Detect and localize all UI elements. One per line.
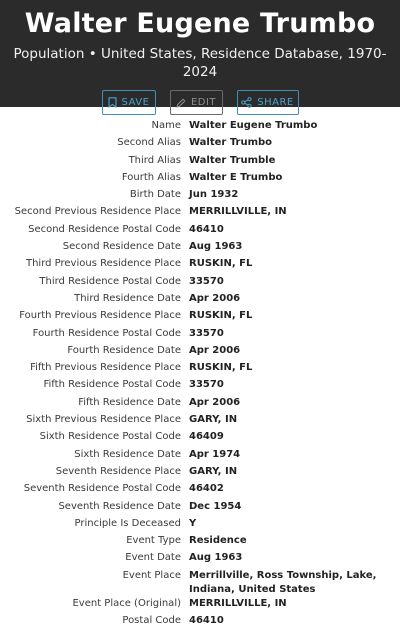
record-row-fourth-residence-date	[0, 344, 400, 361]
record-row-event-place-original	[0, 597, 400, 614]
edit-button-label: EDIT	[190, 97, 217, 108]
field-label: Seventh Residence Date	[58, 500, 181, 512]
field-value: 46402	[189, 483, 224, 495]
field-label: Third Residence Postal Code	[39, 275, 181, 287]
field-value: RUSKIN, FL	[189, 310, 253, 322]
field-label: Principle Is Deceased	[74, 517, 181, 529]
record-row-second-residence-date	[0, 240, 400, 257]
save-button[interactable]	[102, 90, 156, 115]
field-value: Dec 1954	[189, 500, 242, 512]
record-row-sixth-postal-code	[0, 430, 400, 447]
save-button-label: SAVE	[121, 97, 150, 108]
field-label: Second Residence Date	[62, 241, 181, 253]
record-row-second-postal-code	[0, 223, 400, 240]
field-value: Walter Trumble	[189, 154, 276, 166]
record-row-seventh-residence-place	[0, 465, 400, 482]
record-row-second-residence-place	[0, 205, 400, 222]
field-value: Walter Trumbo	[189, 137, 273, 149]
field-label: Name	[151, 120, 181, 131]
record-row-fourth-postal-code	[0, 327, 400, 344]
record-row-third-postal-code	[0, 275, 400, 292]
field-value: MERRILLVILLE, IN	[189, 206, 287, 218]
field-value: Aug 1963	[189, 241, 243, 253]
field-value: Walter Eugene Trumbo	[189, 120, 318, 131]
field-label: Sixth Residence Postal Code	[39, 431, 181, 443]
record-row-event-place	[0, 569, 400, 597]
field-value: GARY, IN	[189, 465, 238, 477]
field-value: 46410	[189, 223, 224, 235]
edit-button[interactable]	[170, 90, 223, 115]
record-row-third-residence-date	[0, 292, 400, 309]
field-label: Seventh Residence Postal Code	[23, 483, 181, 495]
field-value: 46410	[189, 615, 224, 627]
field-label: Event Place (Original)	[72, 597, 181, 609]
field-label: Fourth Residence Postal Code	[32, 327, 181, 339]
share-icon	[241, 97, 252, 108]
field-value: 33570	[189, 379, 224, 391]
record-header	[0, 0, 400, 107]
field-label: Fourth Alias	[121, 171, 181, 183]
field-value: Aug 1963	[189, 552, 243, 564]
field-value: Jun 1932	[189, 189, 239, 201]
record-row-fifth-postal-code	[0, 378, 400, 395]
field-label: Seventh Residence Place	[55, 465, 181, 477]
collection-subtitle: Population • United States, Residence Database, 1970-2024	[13, 46, 387, 80]
field-value: 33570	[189, 275, 224, 287]
field-label: Sixth Previous Residence Place	[26, 414, 181, 426]
record-row-event-type	[0, 534, 400, 551]
field-label: Third Previous Residence Place	[25, 258, 181, 270]
record-row-fifth-residence-place	[0, 361, 400, 378]
record-details	[0, 107, 400, 631]
record-row-fourth-alias	[0, 171, 400, 188]
field-value: 33570	[189, 327, 224, 339]
field-value: 46409	[189, 431, 224, 443]
field-label: Third Residence Date	[74, 292, 181, 304]
record-row-seventh-postal-code	[0, 482, 400, 499]
field-value: Merrillville, Ross Township, Lake, Indiana, United States	[189, 569, 377, 595]
field-value: RUSKIN, FL	[189, 258, 253, 270]
field-value: Apr 2006	[189, 344, 241, 356]
field-value: RUSKIN, FL	[189, 362, 253, 374]
field-value: MERRILLVILLE, IN	[189, 597, 287, 609]
record-row-second-alias	[0, 136, 400, 153]
field-value: GARY, IN	[189, 414, 238, 426]
field-label: Sixth Residence Date	[74, 448, 181, 460]
field-label: Fourth Previous Residence Place	[19, 310, 181, 322]
field-label: Fourth Residence Date	[67, 344, 181, 356]
page-title: Walter Eugene Trumbo	[24, 8, 376, 39]
field-label: Fifth Previous Residence Place	[30, 362, 181, 374]
bookmark-icon	[108, 97, 117, 108]
field-label: Second Alias	[117, 137, 181, 149]
field-label: Second Residence Postal Code	[28, 223, 181, 235]
pencil-icon	[176, 98, 186, 108]
field-value: Apr 2006	[189, 396, 241, 408]
record-row-sixth-residence-date	[0, 448, 400, 465]
share-button-label: SHARE	[257, 97, 294, 108]
record-row-event-date	[0, 551, 400, 568]
record-row-postal-code	[0, 614, 400, 631]
field-value: Apr 1974	[189, 448, 241, 460]
field-label: Second Previous Residence Place	[14, 206, 181, 218]
record-row-fourth-residence-place	[0, 309, 400, 326]
record-row-third-alias	[0, 154, 400, 171]
share-button[interactable]	[237, 90, 299, 115]
record-row-principle-deceased	[0, 517, 400, 534]
field-label: Birth Date	[129, 189, 181, 201]
field-label: Postal Code	[122, 615, 181, 627]
field-value: Walter E Trumbo	[189, 171, 283, 183]
field-label: Event Date	[125, 552, 181, 564]
field-label: Event Type	[126, 535, 181, 547]
record-row-third-residence-place	[0, 257, 400, 274]
record-row-birth-date	[0, 188, 400, 205]
record-row-sixth-residence-place	[0, 413, 400, 430]
field-label: Fifth Residence Date	[78, 396, 181, 408]
field-value: Apr 2006	[189, 292, 241, 304]
field-label: Third Alias	[128, 154, 181, 166]
field-value: Y	[189, 517, 197, 529]
field-label: Fifth Residence Postal Code	[43, 379, 181, 391]
record-row-fifth-residence-date	[0, 396, 400, 413]
field-value: Residence	[189, 535, 247, 547]
record-row-name	[0, 119, 400, 136]
field-label: Event Place	[122, 569, 181, 581]
record-row-seventh-residence-date	[0, 500, 400, 517]
